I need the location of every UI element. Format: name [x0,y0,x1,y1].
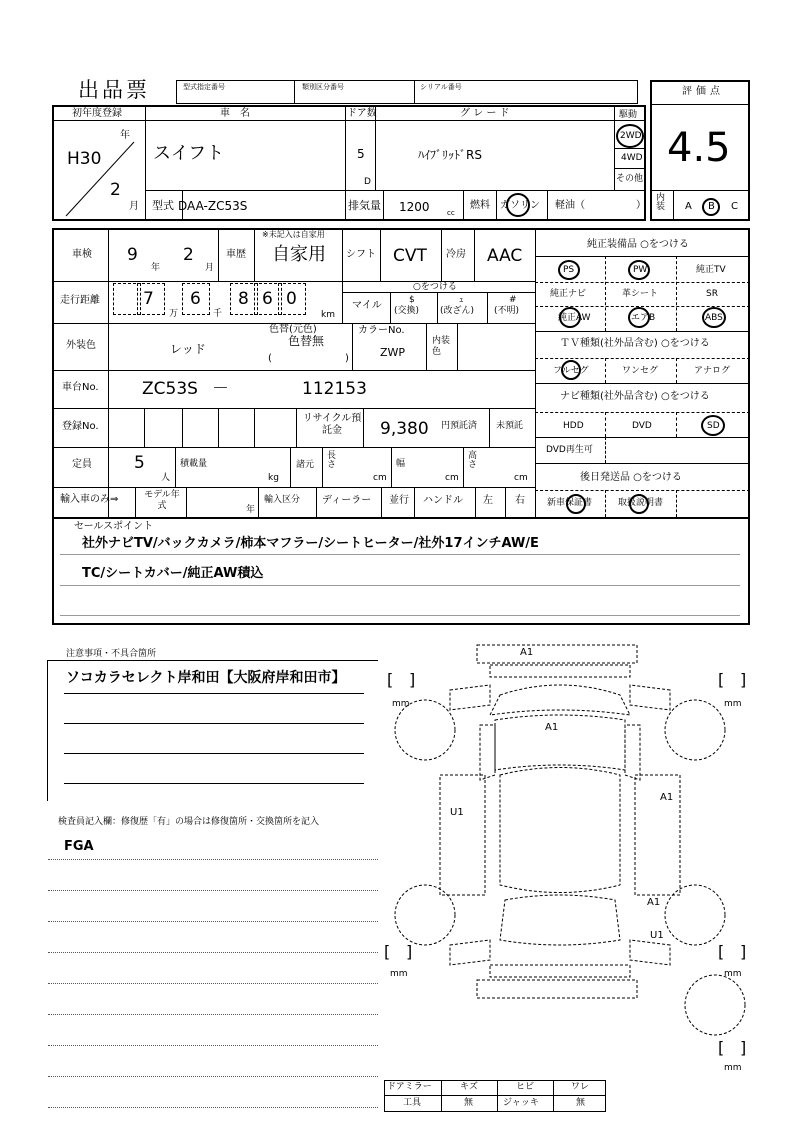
rating-label: 評価点 [682,86,724,97]
exterior-label: 外装色 [66,340,96,351]
sales-line-2: TC/シートカバー/純正AW積込 [82,566,264,581]
date-slash [62,140,137,218]
damage-mark: U1 [450,807,464,818]
later-title: 後日発送品 ○をつける [580,472,682,483]
frame-prefix: ZC53S [142,379,198,399]
equip-navi: 純正ナビ [550,289,587,299]
tire-bracket: [ [384,942,391,961]
car-damage-diagram [380,635,750,1085]
legend-cell: ジャッキ [503,1098,539,1108]
displacement-label: 排気量 [348,199,381,212]
damage-mark: A1 [545,722,559,733]
equip-abs-circle [702,307,726,328]
equip-aw: 純正AW [558,313,591,323]
tire-bracket: [ [387,670,394,689]
interior-grade-circle [702,198,720,216]
equip-abs: ABS [705,313,723,323]
interior-grade-label: 内装 [656,193,666,212]
shift-label: シフト [346,249,376,260]
tv-analog: アナログ [694,366,731,376]
meter-exchange: (交換) [394,306,420,316]
width-label: 幅 [396,459,406,469]
legend-header: ワレ [571,1082,590,1092]
dvd-play: DVD再生可 [546,445,593,455]
grade-value: ﾊｲﾌﾞﾘｯﾄﾞRS [418,148,482,162]
color-no-label: カラーNo. [358,325,405,336]
tire-bracket: [ [718,670,725,689]
rating-value: 4.5 [667,125,731,171]
model-number-label: 型式指定番号 [183,83,225,91]
tire-bracket: ] [740,1038,747,1057]
equip-airbag-circle [628,307,650,328]
frame-number: 112153 [302,379,367,399]
frame-dash: － [212,379,229,399]
displacement-value: 1200 [399,200,430,214]
doors-label: ドア数 [347,108,377,119]
cm-unit: cm [445,473,459,483]
capacity-label: 定員 [72,459,92,470]
exterior-value: レッド [170,342,206,356]
later-warranty: 新車保証書 [547,498,593,508]
equip-tv: 純正TV [696,265,726,275]
year-unit: 年 [120,130,130,141]
first-reg-month: 2 [110,180,121,200]
mileage-digit: 0 [286,289,297,309]
legend-header: ドアミラー [387,1082,432,1092]
man-unit: 万 [169,309,179,319]
dims-label: 諸元 [296,460,315,470]
mileage-label: 走行距離 [60,295,100,306]
id-number-strip [176,80,638,104]
doors-value: 5 [357,147,365,161]
grade-label: グ レ ー ド [460,108,510,119]
color-change-label: 色替(元色) [269,324,317,335]
dealer-option: ディーラー [322,495,372,506]
capacity-value: 5 [134,453,145,473]
drive-4wd: 4WD [621,153,643,163]
damage-mark: A1 [647,897,661,908]
history-note: ※未記入は自家用 [262,230,325,239]
import-class-label: 輸入区分 [264,495,301,505]
tire-bracket: ] [406,942,413,961]
equip-pw: PW [633,265,648,275]
year-suffix: 年 [246,505,256,515]
light-oil-close: ） [636,200,646,211]
later-warranty-circle [566,494,586,514]
meter-unknown-mark: # [509,295,517,305]
color-paren-close: ) [345,353,349,364]
tire-unit: mm [724,969,742,979]
navi-dvd: DVD [632,421,652,431]
recycle-status: 円預託済 [441,421,478,431]
category-number-label: 類別区分番号 [302,83,344,91]
inspection-month-unit: 月 [205,263,215,273]
fuel-gasoline: ガソリン [500,200,540,211]
type-label: 型式 [152,199,174,212]
tire-bracket: [ [718,1038,725,1057]
load-label: 積載量 [180,459,208,469]
equip-airbag: エアB [631,313,656,323]
cooling-value: AAC [487,246,523,266]
meter-circle-note: ○をつける [413,282,457,292]
handle-left: 左 [483,495,493,506]
meter-unknown: (不明) [494,306,520,316]
first-reg-year: H30 [67,149,102,169]
first-reg-label: 初年度登録 [72,108,122,119]
tv-fullseg: フルセグ [553,366,589,376]
navi-hdd: HDD [563,421,584,431]
tire-unit: mm [390,969,408,979]
navi-title: ナビ種類(社外品含む) ○をつける [560,391,710,402]
interior-color-label: 内装色 [432,336,451,357]
meter-tamper: (改ざん) [440,306,475,316]
fuel-label: 燃料 [470,200,490,211]
sales-label: セールスポイント [74,521,154,532]
handle-right: 右 [515,495,525,506]
mileage-digit: 6 [262,289,273,309]
inspection-label: 車検 [72,249,92,260]
car-name: スイフト [153,143,225,164]
inspection-year: 9 [127,245,138,265]
damage-mark: U1 [650,930,664,941]
interior-grade-b: B [708,201,715,212]
cm-unit: cm [373,473,387,483]
tv-title: ＴＶ種類(社外品含む) ○をつける [560,338,710,349]
tire-unit: mm [724,1063,742,1073]
drive-label: 駆動 [619,110,638,120]
color-no-value: ZWP [380,346,406,359]
mileage-digit: 7 [143,289,154,309]
import-label: 輸入車のみ⇒ [60,494,119,505]
tire-unit: mm [724,699,742,709]
month-unit: 月 [129,201,139,212]
later-manual: 取扱説明書 [618,498,664,508]
type-value: DAA-ZC53S [178,199,248,213]
recycle-label: リサイクル預託金 [302,413,362,436]
interior-grade-a: A [685,201,692,212]
legend-cell: 無 [464,1098,474,1108]
mileage-digit: 6 [190,289,201,309]
equip-leather: 革シート [622,289,659,299]
sen-unit: 千 [213,309,223,319]
equipment-title: 純正装備品 ○をつける [587,239,689,250]
shift-value: CVT [393,246,427,266]
navi-sd-circle [701,415,725,436]
tire-bracket: ] [740,942,747,961]
drive-other: その他 [616,174,644,184]
kg-unit: kg [268,473,279,483]
light-oil-label: 軽油（ [555,200,585,211]
car-name-label: 車 名 [220,108,250,119]
navi-sd: SD [707,421,720,431]
doors-suffix: D [364,177,371,187]
later-manual-circle [629,494,649,514]
height-label: 高さ [468,451,478,470]
page-title: 出品票 [78,78,150,102]
color-paren-open: ( [268,353,272,364]
handle-label: ハンドル [423,495,463,506]
damage-mark: A1 [660,792,674,803]
interior-grade-c: C [731,201,738,212]
serial-number-label: シリアル番号 [420,83,462,91]
cm-unit: cm [514,473,528,483]
meter-mile: マイル [352,300,382,311]
tire-unit: mm [392,699,410,709]
notes-label: 注意事項・不具合箇所 [66,649,157,659]
inspector-line-1: FGA [64,839,94,854]
history-label: 車歴 [226,249,246,260]
mileage-digit: 8 [238,289,249,309]
equip-pw-circle [628,260,650,280]
history-value: 自家用 [272,244,326,265]
drive-circle [616,124,644,148]
tire-bracket: [ [718,942,725,961]
tire-bracket: ] [740,670,747,689]
sales-line-1: 社外ナビTV/バックカメラ/柿本マフラー/シートヒーター/社外17インチAW/E [82,536,539,551]
recycle-amount: 9,380 [380,419,429,439]
equip-ps-circle [558,260,580,280]
cc-unit: cc [447,209,455,217]
color-change-value: 色替無 [288,334,325,348]
tv-oneseg: ワンセグ [622,366,659,376]
notes-line-1: ソコカラセレクト岸和田【大阪府岸和田市】 [66,670,346,686]
meter-tamper-mark: ｪ [459,295,464,305]
length-label: 長さ [327,451,337,470]
inspector-label: 検査員記入欄：修復歴「有」の場合は修復箇所・交換箇所を記入 [58,817,320,827]
parallel-option: 並行 [389,495,409,506]
legend-header: キズ [460,1082,478,1092]
frame-label: 車台No. [62,382,99,393]
equip-aw-circle [559,307,581,328]
tv-fullseg-circle [561,360,581,380]
person-unit: 人 [161,473,171,483]
model-year-label: モデル年式 [144,490,180,511]
regno-label: 登録No. [62,421,99,432]
meter-exchange-mark: $ [409,295,415,305]
damage-mark: A1 [520,647,534,658]
cooling-label: 冷房 [446,249,466,260]
recycle-not: 未預託 [496,421,524,431]
inspection-year-unit: 年 [151,263,161,273]
drive-2wd: 2WD [620,131,642,141]
equip-ps: PS [563,265,575,275]
tire-bracket: ] [409,670,416,689]
inspection-month: 2 [183,245,194,265]
legend-header: ヒビ [516,1082,535,1092]
km-unit: km [321,310,335,320]
legend-cell: 工具 [403,1098,422,1108]
fuel-circle [506,193,530,217]
equip-sr: SR [706,289,718,299]
legend-cell: 無 [576,1098,586,1108]
